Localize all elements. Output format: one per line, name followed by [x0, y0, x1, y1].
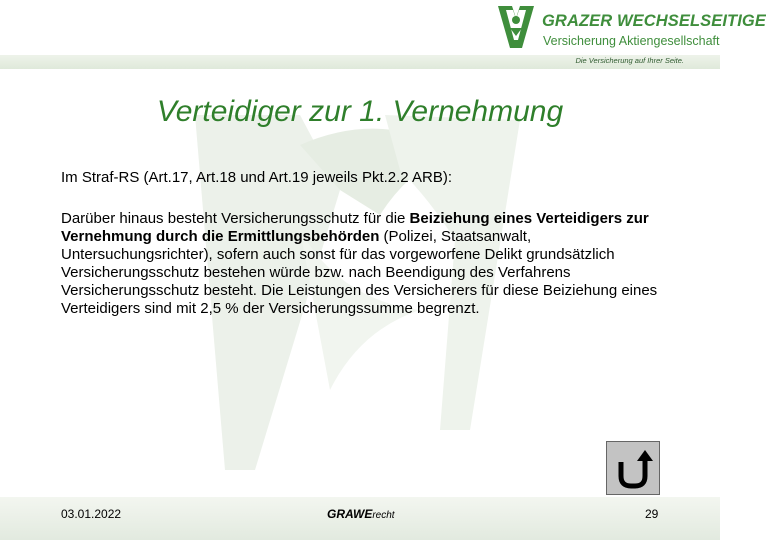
footer-brand-sub: recht — [372, 510, 395, 521]
return-arrow-icon — [607, 442, 659, 494]
body-paragraph — [61, 210, 671, 318]
body-text-bold: Beiziehung eines Verteidigers zur Vernehmung durch die Ermittlungsbehörden — [61, 210, 649, 245]
slide-title: Verteidiger zur 1. Vernehmung — [156, 95, 564, 128]
footer-brand-main: GRAWE — [327, 507, 373, 521]
logo-title: GRAZER WECHSELSEITIGE — [542, 12, 766, 30]
logo-shield-icon — [496, 4, 536, 50]
body-text-part-2: (Polizei, Staatsanwalt, Untersuchungsrichter), sofern auch sonst für das vorgeworfene Delikt grundsätzlich Versicherungsschutz bestehen würde bzw. nach Beendigung des Verfahrens Versicherungsschutz besteht. Die Leistungen des Versicherers für diese Beiziehung eines Verteidigers sind mit 2,5 % der Versicherungssumme begrenzt. — [61, 228, 658, 317]
tagline: Die Versicherung auf Ihrer Seite. — [575, 56, 684, 65]
intro-text: Im Straf-RS (Art.17, Art.18 und Art.19 jeweils Pkt.2.2 ARB): — [61, 169, 452, 186]
company-logo — [496, 4, 766, 52]
return-button[interactable] — [606, 441, 660, 495]
footer-date: 03.01.2022 — [61, 507, 122, 521]
body-text-part-1: Darüber hinaus besteht Versicherungsschutz für die — [61, 210, 410, 227]
page-number: 29 — [645, 507, 659, 521]
footer-brand — [327, 507, 395, 521]
logo-subtitle: Versicherung Aktiengesellschaft — [543, 34, 720, 48]
